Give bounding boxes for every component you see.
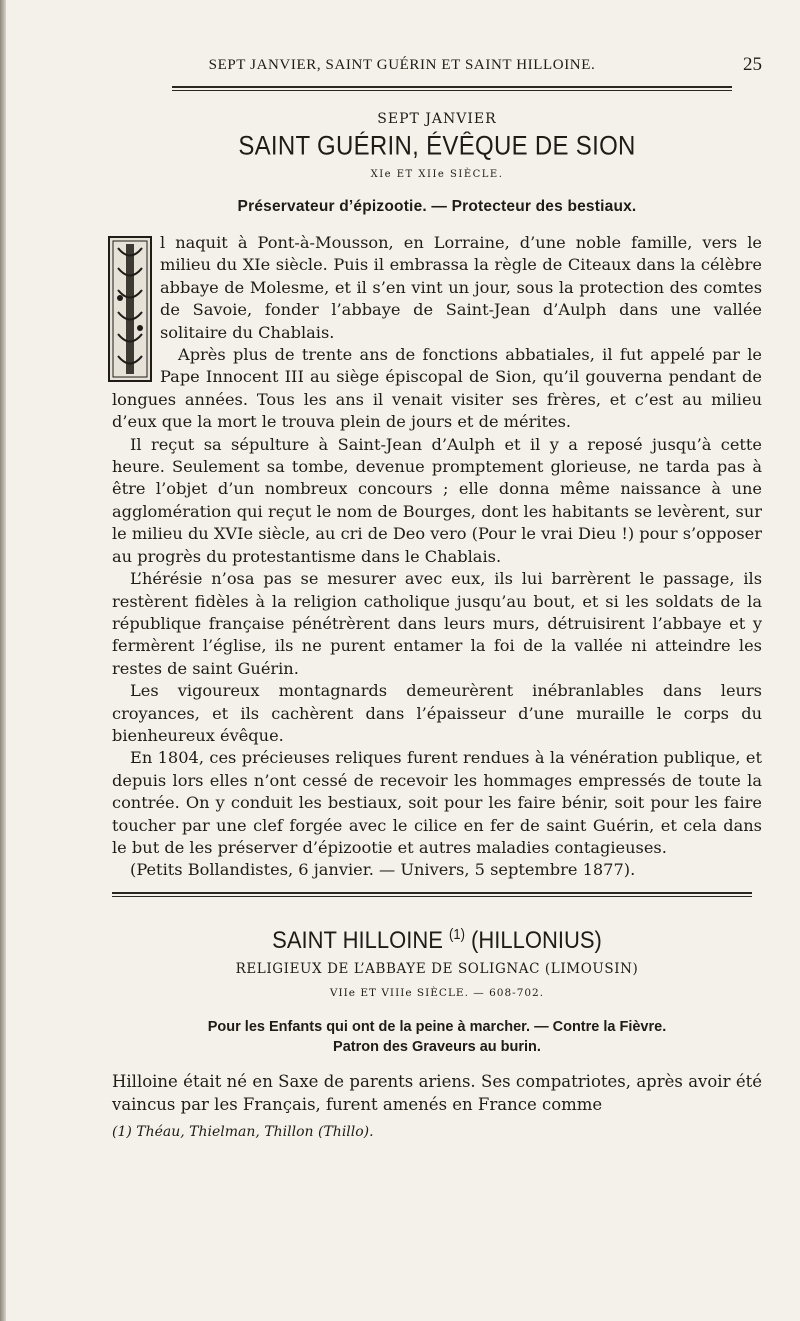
patronage-line-2: Patron des Graveurs au burin. <box>333 1039 541 1056</box>
paragraph: Les vigoureux montagnards demeurèrent inébranlables dans leurs croyances, et ils cachèrent dans l’épaisseur d’une muraille le corps du bienheureux évêque. <box>112 681 762 745</box>
dates-line: VIIe ET VIIIe SIÈCLE. — 608-702. <box>329 987 545 1000</box>
source-citation: (Petits Bollandistes, 6 janvier. — Univers, 5 septembre 1877). <box>130 860 636 880</box>
paragraph: L’hérésie n’osa pas se mesurer avec eux, ils lui barrèrent le passage, ils restèrent fidèles à la religion catholique jusqu’au bout, et si les soldats de la république française pénétrèrent dans leurs murs, détruisirent l’abbaye et y fermèrent l’église, ils ne purent entamer la foi de la vallée ni atteindre les restes de saint Guérin. <box>112 569 762 678</box>
paragraph: Après plus de trente ans de fonctions abbatiales, il fut appelé par le Pape Innocent III au siège épiscopal de Sion, qu’il gouverna pendant de longues années. Tous les ans il venait visiter ses frères, et c’est au milieu d’eux que la mort le trouva plein de jours et de mérites. <box>112 345 762 432</box>
hilloine-paragraph: Hilloine était né en Saxe de parents ariens. Ses compatriotes, après avoir été vaincus par les Français, furent amenés en France comme <box>112 1072 762 1114</box>
book-page <box>112 40 762 1140</box>
patronage-line: Préservateur d’épizootie. — Protecteur des bestiaux. <box>237 198 637 215</box>
hilloine-name: SAINT HILLOINE <box>272 925 443 954</box>
page-edge-shadow <box>0 0 6 1321</box>
section-divider <box>112 892 752 897</box>
ornament-icon <box>110 238 150 380</box>
ornamental-initial <box>108 236 152 382</box>
paragraph: Il reçut sa sépulture à Saint-Jean d’Aulph et il y a reposé jusqu’à cette heure. Seulement sa tombe, devenue promptement glorieuse, ne tarda pas à être l’objet d’un nombreux concours ; elle donna même naissance à une agglomération qui reçut le nom de Bourges, dont les habitants se levèrent, sur le milieu du XVIe siècle, au cri de Deo vero (Pour le vrai Dieu !) pour s’opposer au progrès du protestantisme dans le Chablais. <box>112 434 762 566</box>
page-number: 25 <box>743 54 762 75</box>
paragraph: En 1804, ces précieuses reliques furent rendues à la vénération publique, et depuis lors elles n’ont cessé de recevoir les hommages empressés de toute la contrée. On y conduit les bestiaux, soit pour les faire bénir, soit pour les faire toucher par une clef forgée avec le cilice en fer de saint Guérin, et cela dans le but de les préserver d’épizootie et autres maladies contagieuses. <box>112 748 762 857</box>
running-head <box>112 40 762 74</box>
saint-guerin-text <box>112 232 762 882</box>
saint-guerin-title: SAINT GUÉRIN, ÉVÊQUE DE SION <box>238 131 636 162</box>
patronage-line-1: Pour les Enfants qui ont de la peine à marcher. — Contre la Fièvre. <box>207 1019 667 1036</box>
feast-date: SEPT JANVIER <box>377 111 497 127</box>
paragraph: l naquit à Pont-à-Mousson, en Lorraine, d’une noble famille, vers le milieu du XIe siècle. Puis il embrassa la règle de Citeaux dans la célèbre abbaye de Molesme, et il s’en vint un jour, sous la protection des comtes de Savoie, fonder l’abbaye de Saint-Jean d’Aulph dans une vallée solitaire du Chablais. <box>160 233 762 342</box>
hilloine-latin: (HILLONIUS) <box>471 925 602 954</box>
saint-hilloine-title <box>112 925 762 954</box>
century-line: XIe ET XIIe SIÈCLE. <box>370 169 504 180</box>
footnote: (1) Théau, Thielman, Thillon (Thillo). <box>112 1123 374 1140</box>
abbey-subtitle: RELIGIEUX DE L’ABBAYE DE SOLIGNAC (LIMOUSIN) <box>235 961 639 978</box>
header-rule <box>172 86 732 91</box>
running-head-title: SEPT JANVIER, SAINT GUÉRIN ET SAINT HILLOINE. <box>208 57 596 73</box>
patronage-lines <box>112 1017 762 1057</box>
footnote-ref: (1) <box>449 925 465 942</box>
